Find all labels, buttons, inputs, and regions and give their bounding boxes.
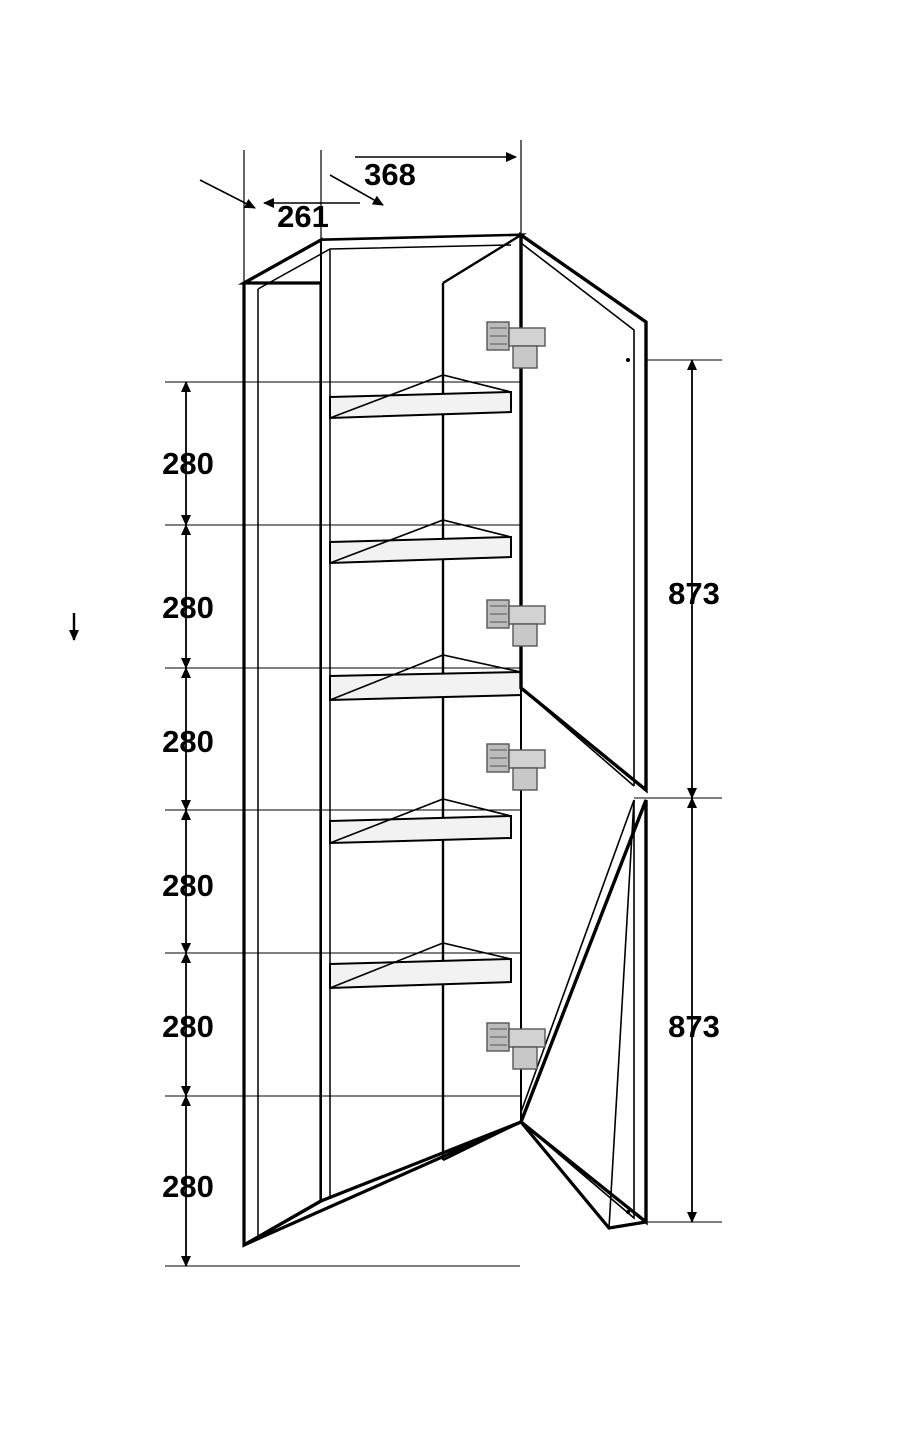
shelf-3 (330, 672, 521, 700)
doors (521, 235, 646, 1228)
dim-label-shelf-1: 280 (162, 446, 214, 481)
upper-door-dot (626, 358, 630, 362)
interior-back-panel (321, 235, 521, 1201)
dim-label-width: 368 (364, 157, 416, 192)
dim-label-shelf-4: 280 (162, 868, 214, 903)
upper-door-panel (521, 235, 646, 790)
dim-label-shelf-3: 280 (162, 724, 214, 759)
dim-label-depth: 261 (277, 199, 329, 234)
lower-door-panel (521, 800, 646, 1222)
shelf-4 (330, 816, 511, 843)
left-side-panel (244, 240, 321, 1245)
shelf-5 (330, 959, 511, 988)
dim-label-shelf-6: 280 (162, 1169, 214, 1204)
dim-label-shelf-2: 280 (162, 590, 214, 625)
dim-label-door-lower: 873 (668, 1009, 720, 1044)
cabinet-body (244, 235, 521, 1245)
dim-leader-depth-left (200, 180, 255, 208)
lower-door-dot (626, 1210, 630, 1214)
dim-label-door-upper: 873 (668, 576, 720, 611)
dim-label-shelf-5: 280 (162, 1009, 214, 1044)
